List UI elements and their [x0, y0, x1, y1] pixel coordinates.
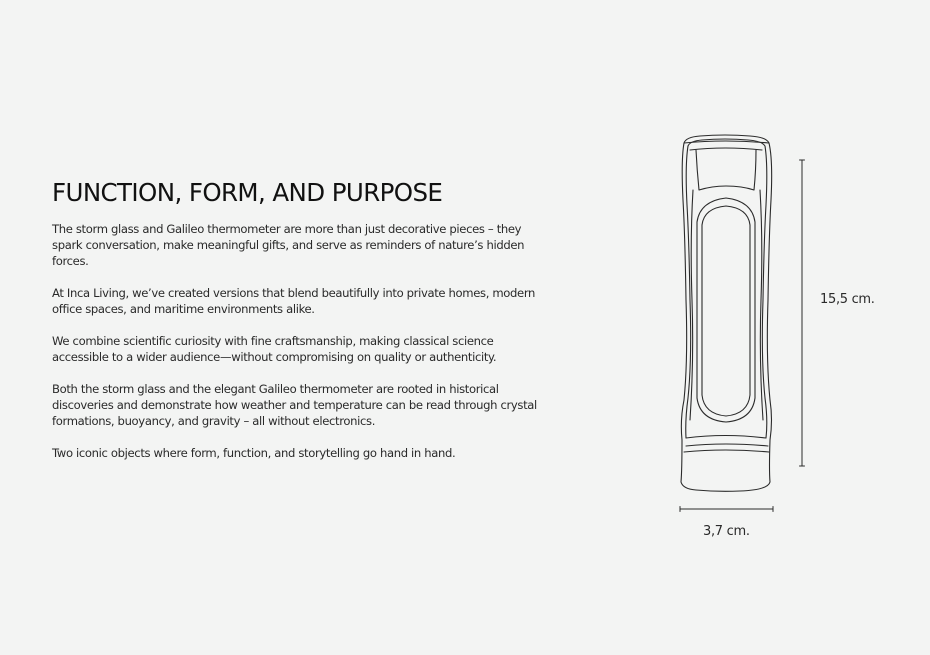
section-heading: FUNCTION, FORM, AND PURPOSE — [52, 178, 443, 207]
paragraph-5: Two iconic objects where form, function, and storytelling go hand in hand. — [52, 446, 456, 460]
paragraph-2: At Inca Living, we’ve created versions that blend beautifully into private homes, modern office spaces, and maritime environments alike. — [52, 286, 536, 316]
product-outline-drawing — [681, 135, 772, 491]
paragraph-4: Both the storm glass and the elegant Galileo thermometer are rooted in historical discoveries and demonstrate how weather and temperature can be read through crystal formations, buoyancy, and gravity – all without electronics. — [52, 382, 537, 428]
text-section — [52, 178, 552, 477]
paragraph-3: We combine scientific curiosity with fine craftsmanship, making classical science accessible to a wider audience—without compromising on quality or authenticity. — [52, 334, 497, 364]
paragraph-1: The storm glass and Galileo thermometer are more than just decorative pieces – they spark conversation, make meaningful gifts, and serve as reminders of nature’s hidden forces. — [52, 222, 525, 268]
width-dimension-line — [680, 507, 773, 512]
width-label: 3,7 cm. — [703, 524, 750, 539]
height-label: 15,5 cm. — [820, 292, 875, 307]
height-dimension-line — [800, 160, 805, 466]
product-drawing — [660, 120, 900, 560]
